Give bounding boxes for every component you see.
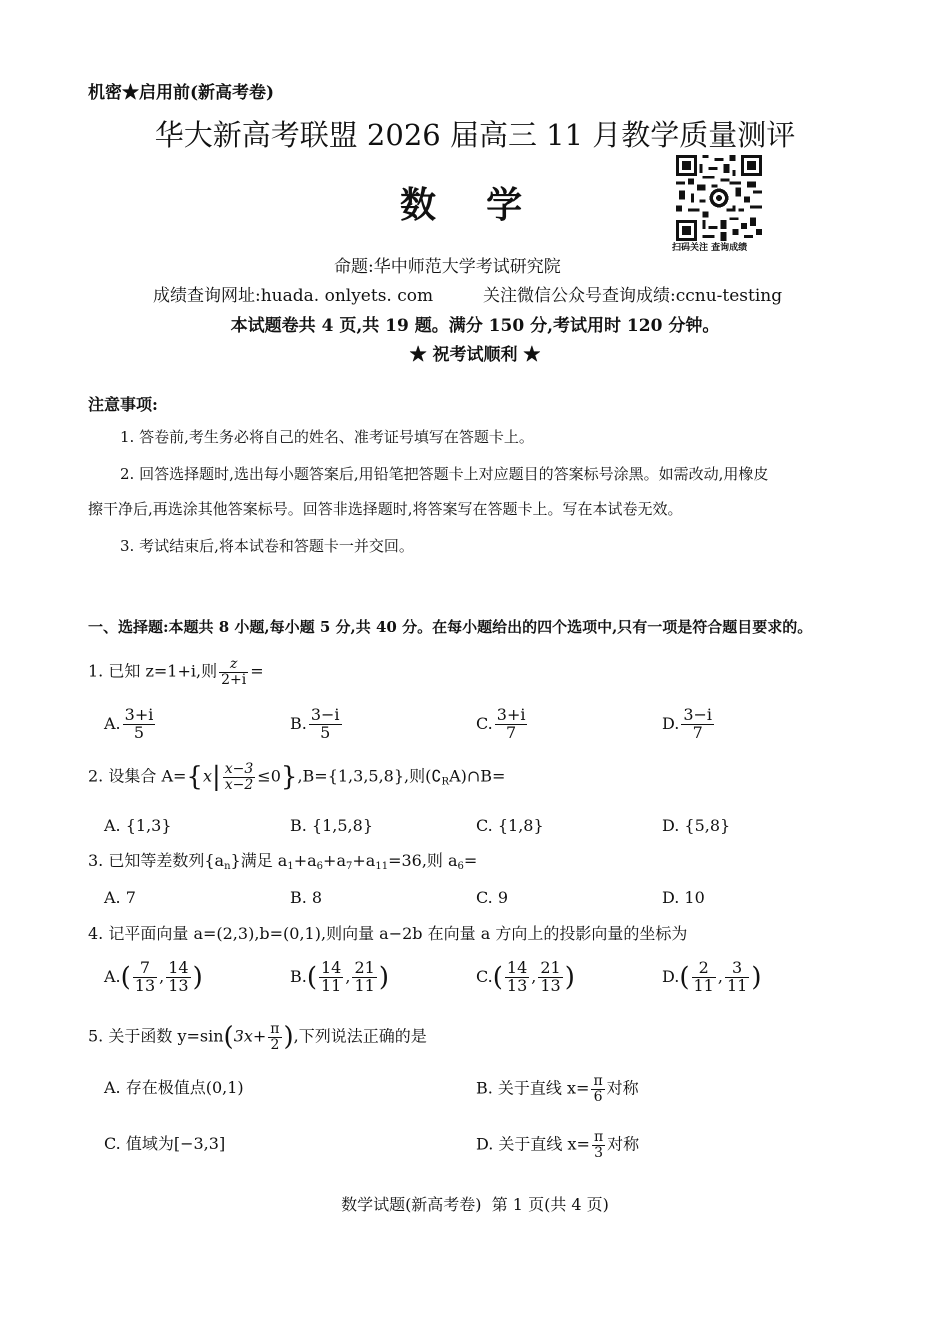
q4-option-d[interactable]: D.( $\frac{2}{11}$ , $\frac{3}{11}$ ): [662, 958, 762, 995]
q2-option-a[interactable]: A. {1,3}: [104, 816, 172, 835]
confidential-label: 机密★启用前(新高考卷): [88, 83, 275, 103]
question-1-stem: 1. 已知 z=1+i,则 $\frac{z}{2+i}$ =: [88, 656, 264, 688]
qr-code-icon: [676, 155, 762, 241]
author-line: 命题:华中师范大学考试研究院: [334, 257, 561, 277]
q5-option-a[interactable]: A. 存在极值点(0,1): [104, 1078, 244, 1097]
q5-option-d[interactable]: D. 关于直线 x= $\frac{\pi}{3}$ 对称: [476, 1129, 640, 1161]
qr-caption: 扫码关注 查询成绩: [672, 243, 748, 253]
question-4-stem: 4. 记平面向量 a=(2,3),b=(0,1),则向量 a−2b 在向量 a 方向上的投影向量的坐标为: [88, 924, 688, 943]
score-query-url[interactable]: 成绩查询网址:huada. onlyets. com: [153, 286, 434, 306]
q3-option-c[interactable]: C. 9: [476, 888, 509, 907]
question-3-stem: 3. 已知等差数列$\{a_n\}$满足 $a_1+a_6+a_7+a_{11}=36$,则 $a_6=$: [88, 851, 478, 872]
q4-option-c[interactable]: C.( $\frac{14}{13}$ , $\frac{21}{13}$ ): [476, 958, 575, 995]
note-3: 3. 考试结束后,将本试卷和答题卡一并交回。: [120, 537, 414, 555]
q5-option-c[interactable]: C. 值域为[−3,3]: [104, 1134, 226, 1153]
q1-option-b[interactable]: B. $\frac{3-i}{5}$: [290, 705, 340, 742]
q5-option-b[interactable]: B. 关于直线 x= $\frac{\pi}{6}$ 对称: [476, 1073, 639, 1105]
wechat-query: 关注微信公众号查询成绩:ccnu-testing: [483, 286, 783, 306]
q4-option-a[interactable]: A.( $\frac{7}{13}$ , $\frac{14}{13}$ ): [104, 958, 203, 995]
q2-option-d[interactable]: D. {5,8}: [662, 816, 731, 835]
q1-fraction: $\frac{z}{2+i}$: [221, 656, 247, 688]
note-2-cont: 擦干净后,再选涂其他答案标号。回答非选择题时,将答案写在答题卡上。写在本试卷无效。: [88, 500, 683, 518]
note-1: 1. 答卷前,考生务必将自己的姓名、准考证号填写在答题卡上。: [120, 428, 534, 446]
q1-option-d[interactable]: D. $\frac{3-i}{7}$: [662, 705, 713, 742]
q1-option-a[interactable]: A. $\frac{3+i}{5}$: [104, 705, 154, 742]
notes-title: 注意事项:: [88, 395, 158, 414]
q4-option-b[interactable]: B.( $\frac{14}{11}$ , $\frac{21}{11}$ ): [290, 958, 389, 995]
subject-title: 数 学: [400, 184, 523, 226]
q1-option-c[interactable]: C. $\frac{3+i}{7}$: [476, 705, 526, 742]
note-2: 2. 回答选择题时,选出每小题答案后,用铅笔把答题卡上对应题目的答案标号涂黑。如需改动,用橡皮: [120, 465, 769, 483]
q3-option-b[interactable]: B. 8: [290, 888, 323, 907]
q3-option-a[interactable]: A. 7: [104, 888, 136, 907]
good-luck: ★ 祝考试顺利 ★: [409, 345, 541, 365]
question-5-stem: 5. 关于函数 y=sin(3x+ $\frac{\pi}{2}$ ),下列说法正确的是: [88, 1021, 427, 1053]
exam-info: 本试题卷共 4 页,共 19 题。满分 150 分,考试用时 120 分钟。: [230, 316, 720, 336]
exam-title: 华大新高考联盟 2026 届高三 11 月教学质量测评: [154, 118, 796, 152]
q2-option-b[interactable]: B. {1,5,8}: [290, 816, 373, 835]
question-2-stem: 2. 设集合 A={x| $\frac{x-3}{x-2}$ ≤0},B={1,3,5,8},则$(∁_RA)\cap B=$: [88, 761, 506, 793]
q2-option-c[interactable]: C. {1,8}: [476, 816, 544, 835]
page-footer: 数学试题(新高考卷) 第 1 页(共 4 页): [341, 1195, 609, 1214]
section-title: 一、选择题:本题共 8 小题,每小题 5 分,共 40 分。在每小题给出的四个选项中,只有一项是符合题目要求的。: [88, 618, 813, 636]
q3-option-d[interactable]: D. 10: [662, 888, 705, 907]
